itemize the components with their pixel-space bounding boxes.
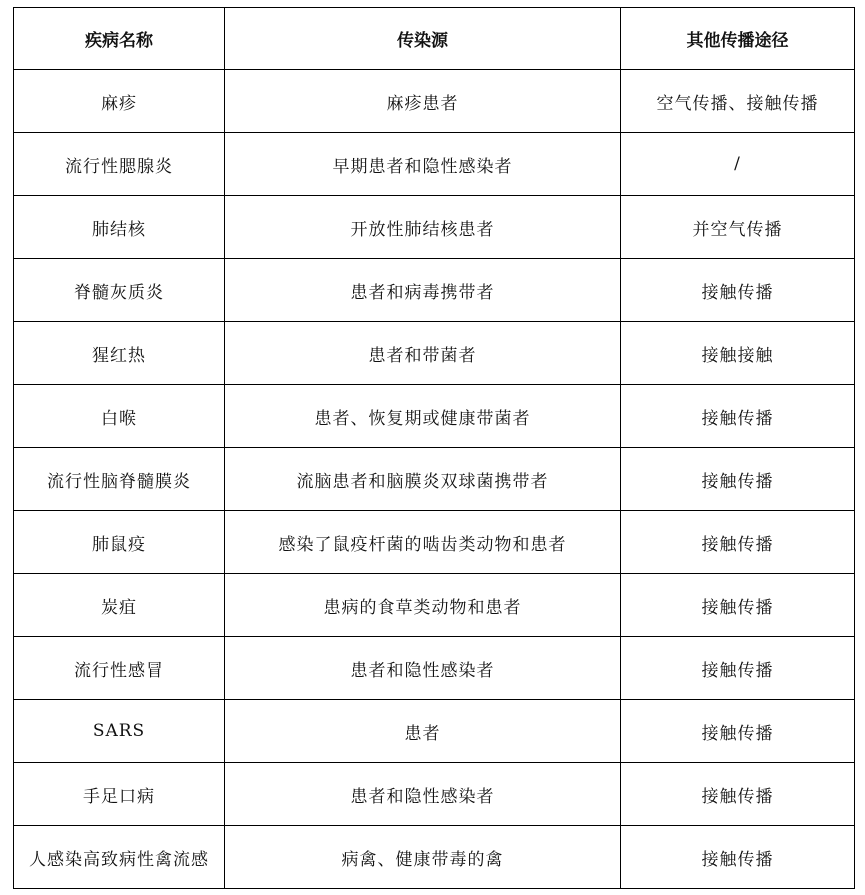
table-header-row: [14, 8, 855, 70]
table-row: [14, 637, 855, 700]
cell-disease-name: 白喉: [14, 385, 225, 448]
cell-disease-name: 肺鼠疫: [14, 511, 225, 574]
table-row: [14, 700, 855, 763]
cell-disease-name: 肺结核: [14, 196, 225, 259]
cell-disease-name: 麻疹: [14, 70, 225, 133]
cell-other-transmission: /: [621, 133, 855, 196]
table-row: [14, 826, 855, 889]
cell-infection-source: 患者和病毒携带者: [225, 259, 621, 322]
table-row: [14, 133, 855, 196]
cell-infection-source: 患者和带菌者: [225, 322, 621, 385]
cell-other-transmission: 接触传播: [621, 511, 855, 574]
header-infection-source: 传染源: [225, 8, 621, 70]
cell-infection-source: 流脑患者和脑膜炎双球菌携带者: [225, 448, 621, 511]
table-row: [14, 763, 855, 826]
cell-disease-name: 流行性感冒: [14, 637, 225, 700]
cell-other-transmission: 接触传播: [621, 574, 855, 637]
cell-infection-source: 感染了鼠疫杆菌的啮齿类动物和患者: [225, 511, 621, 574]
cell-disease-name: SARS: [14, 700, 225, 763]
table-row: [14, 574, 855, 637]
cell-disease-name: 猩红热: [14, 322, 225, 385]
table-row: [14, 511, 855, 574]
cell-infection-source: 患者: [225, 700, 621, 763]
cell-infection-source: 患者、恢复期或健康带菌者: [225, 385, 621, 448]
cell-other-transmission: 接触传播: [621, 448, 855, 511]
cell-other-transmission: 并空气传播: [621, 196, 855, 259]
cell-infection-source: 患病的食草类动物和患者: [225, 574, 621, 637]
document-page: [13, 7, 854, 889]
cell-other-transmission: 接触传播: [621, 637, 855, 700]
cell-other-transmission: 接触传播: [621, 385, 855, 448]
cell-infection-source: 病禽、健康带毒的禽: [225, 826, 621, 889]
disease-table: [13, 7, 855, 889]
cell-disease-name: 脊髓灰质炎: [14, 259, 225, 322]
cell-infection-source: 早期患者和隐性感染者: [225, 133, 621, 196]
cell-disease-name: 人感染高致病性禽流感: [14, 826, 225, 889]
cell-disease-name: 手足口病: [14, 763, 225, 826]
header-disease-name: 疾病名称: [14, 8, 225, 70]
cell-disease-name: 炭疽: [14, 574, 225, 637]
table-row: [14, 322, 855, 385]
table-row: [14, 70, 855, 133]
cell-other-transmission: 接触传播: [621, 763, 855, 826]
cell-other-transmission: 接触传播: [621, 826, 855, 889]
cell-disease-name: 流行性腮腺炎: [14, 133, 225, 196]
header-other-transmission: 其他传播途径: [621, 8, 855, 70]
table-row: [14, 385, 855, 448]
table-row: [14, 259, 855, 322]
cell-infection-source: 开放性肺结核患者: [225, 196, 621, 259]
table-row: [14, 196, 855, 259]
cell-disease-name: 流行性脑脊髓膜炎: [14, 448, 225, 511]
table-row: [14, 448, 855, 511]
cell-other-transmission: 接触接触: [621, 322, 855, 385]
cell-other-transmission: 接触传播: [621, 259, 855, 322]
cell-infection-source: 患者和隐性感染者: [225, 763, 621, 826]
cell-infection-source: 麻疹患者: [225, 70, 621, 133]
cell-other-transmission: 接触传播: [621, 700, 855, 763]
cell-infection-source: 患者和隐性感染者: [225, 637, 621, 700]
cell-other-transmission: 空气传播、接触传播: [621, 70, 855, 133]
